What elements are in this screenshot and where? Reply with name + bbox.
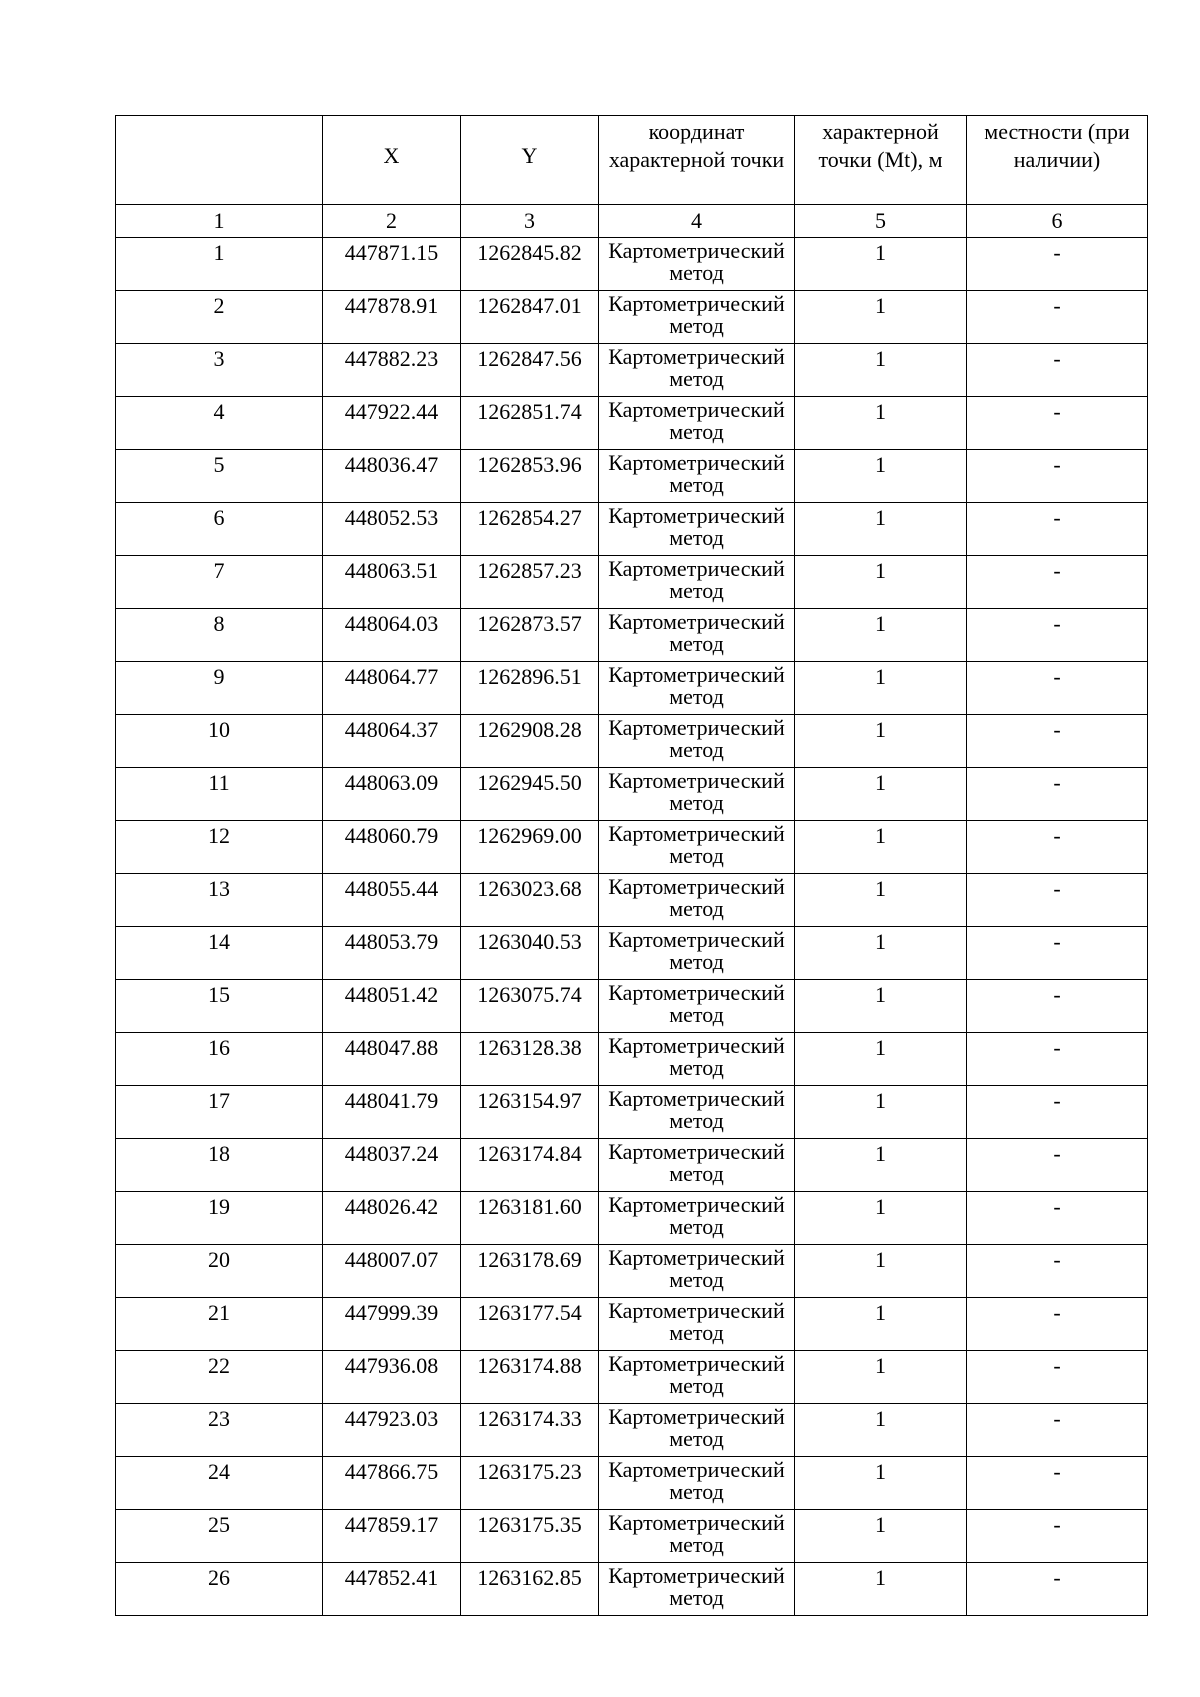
description-cell: - xyxy=(967,1563,1148,1616)
description-cell: - xyxy=(967,397,1148,450)
accuracy-cell: 1 xyxy=(795,927,967,980)
method-line-1: Картометрический xyxy=(608,503,785,528)
description-cell: - xyxy=(967,238,1148,291)
point-number-cell: 17 xyxy=(116,1086,323,1139)
method-line-2: метод xyxy=(669,260,724,285)
description-cell: - xyxy=(967,1086,1148,1139)
method-line-1: Картометрический xyxy=(608,1298,785,1323)
x-coordinate-cell: 448052.53 xyxy=(323,503,461,556)
method-line-2: метод xyxy=(669,525,724,550)
accuracy-cell: 1 xyxy=(795,980,967,1033)
y-coordinate-cell: 1263162.85 xyxy=(461,1563,599,1616)
method-cell xyxy=(599,1457,795,1510)
y-coordinate-cell: 1262845.82 xyxy=(461,238,599,291)
method-line-1: Картометрический xyxy=(608,874,785,899)
accuracy-cell: 1 xyxy=(795,1457,967,1510)
table-row xyxy=(116,344,1148,397)
description-cell: - xyxy=(967,874,1148,927)
method-line-2: метод xyxy=(669,631,724,656)
method-line-2: метод xyxy=(669,1161,724,1186)
y-coordinate-cell: 1262969.00 xyxy=(461,821,599,874)
y-coordinate-cell: 1262854.27 xyxy=(461,503,599,556)
x-coordinate-cell: 448037.24 xyxy=(323,1139,461,1192)
method-cell xyxy=(599,1510,795,1563)
method-line-2: метод xyxy=(669,1585,724,1610)
y-coordinate-cell: 1262851.74 xyxy=(461,397,599,450)
table-row xyxy=(116,927,1148,980)
description-cell: - xyxy=(967,344,1148,397)
table-row xyxy=(116,556,1148,609)
column-number-row xyxy=(116,205,1148,238)
y-coordinate-cell: 1262847.01 xyxy=(461,291,599,344)
x-coordinate-cell: 448051.42 xyxy=(323,980,461,1033)
point-number-cell: 26 xyxy=(116,1563,323,1616)
method-cell xyxy=(599,1033,795,1086)
point-number-cell: 7 xyxy=(116,556,323,609)
table-row xyxy=(116,1033,1148,1086)
point-number-cell: 1 xyxy=(116,238,323,291)
table-row xyxy=(116,1457,1148,1510)
y-coordinate-cell: 1263174.84 xyxy=(461,1139,599,1192)
method-line-1: Картометрический xyxy=(608,980,785,1005)
table-row xyxy=(116,874,1148,927)
point-number-cell: 18 xyxy=(116,1139,323,1192)
y-coordinate-cell: 1263174.88 xyxy=(461,1351,599,1404)
method-line-1: Картометрический xyxy=(608,1192,785,1217)
method-line-2: метод xyxy=(669,1214,724,1239)
method-line-1: Картометрический xyxy=(608,1033,785,1058)
method-line-2: метод xyxy=(669,896,724,921)
x-coordinate-cell: 448007.07 xyxy=(323,1245,461,1298)
x-coordinate-cell: 448036.47 xyxy=(323,450,461,503)
description-cell: - xyxy=(967,1404,1148,1457)
accuracy-cell: 1 xyxy=(795,1192,967,1245)
method-line-2: метод xyxy=(669,1108,724,1133)
point-number-cell: 24 xyxy=(116,1457,323,1510)
y-coordinate-cell: 1263178.69 xyxy=(461,1245,599,1298)
accuracy-cell: 1 xyxy=(795,609,967,662)
header-x: X xyxy=(323,116,461,205)
x-coordinate-cell: 447882.23 xyxy=(323,344,461,397)
table-row xyxy=(116,450,1148,503)
column-number: 1 xyxy=(116,205,323,238)
description-cell: - xyxy=(967,1139,1148,1192)
accuracy-cell: 1 xyxy=(795,1245,967,1298)
method-cell xyxy=(599,1404,795,1457)
point-number-cell: 6 xyxy=(116,503,323,556)
table-row xyxy=(116,503,1148,556)
description-cell: - xyxy=(967,715,1148,768)
y-coordinate-cell: 1263175.35 xyxy=(461,1510,599,1563)
table-row xyxy=(116,1563,1148,1616)
description-cell: - xyxy=(967,609,1148,662)
x-coordinate-cell: 448041.79 xyxy=(323,1086,461,1139)
table-row xyxy=(116,768,1148,821)
header-accuracy: характерной точки (Mt), м xyxy=(795,116,967,205)
accuracy-cell: 1 xyxy=(795,1510,967,1563)
y-coordinate-cell: 1262945.50 xyxy=(461,768,599,821)
point-number-cell: 11 xyxy=(116,768,323,821)
description-cell: - xyxy=(967,1245,1148,1298)
method-line-2: метод xyxy=(669,1479,724,1504)
accuracy-cell: 1 xyxy=(795,821,967,874)
accuracy-cell: 1 xyxy=(795,662,967,715)
description-cell: - xyxy=(967,980,1148,1033)
accuracy-cell: 1 xyxy=(795,397,967,450)
point-number-cell: 16 xyxy=(116,1033,323,1086)
y-coordinate-cell: 1263154.97 xyxy=(461,1086,599,1139)
description-cell: - xyxy=(967,1457,1148,1510)
column-number: 4 xyxy=(599,205,795,238)
point-number-cell: 4 xyxy=(116,397,323,450)
method-cell xyxy=(599,503,795,556)
header-method: координат характерной точки xyxy=(599,116,795,205)
description-cell: - xyxy=(967,927,1148,980)
y-coordinate-cell: 1263174.33 xyxy=(461,1404,599,1457)
method-line-2: метод xyxy=(669,1373,724,1398)
method-line-1: Картометрический xyxy=(608,715,785,740)
table-row xyxy=(116,715,1148,768)
y-coordinate-cell: 1263040.53 xyxy=(461,927,599,980)
method-cell xyxy=(599,715,795,768)
y-coordinate-cell: 1263181.60 xyxy=(461,1192,599,1245)
method-cell xyxy=(599,1192,795,1245)
method-line-2: метод xyxy=(669,790,724,815)
table-row xyxy=(116,662,1148,715)
method-cell xyxy=(599,1086,795,1139)
method-cell xyxy=(599,874,795,927)
method-cell xyxy=(599,1245,795,1298)
method-line-2: метод xyxy=(669,1055,724,1080)
accuracy-cell: 1 xyxy=(795,344,967,397)
x-coordinate-cell: 447871.15 xyxy=(323,238,461,291)
method-line-1: Картометрический xyxy=(608,238,785,263)
description-cell: - xyxy=(967,450,1148,503)
point-number-cell: 21 xyxy=(116,1298,323,1351)
accuracy-cell: 1 xyxy=(795,1298,967,1351)
point-number-cell: 8 xyxy=(116,609,323,662)
point-number-cell: 19 xyxy=(116,1192,323,1245)
column-number: 2 xyxy=(323,205,461,238)
method-cell xyxy=(599,1298,795,1351)
table-row xyxy=(116,238,1148,291)
description-cell: - xyxy=(967,1510,1148,1563)
x-coordinate-cell: 448063.51 xyxy=(323,556,461,609)
method-cell xyxy=(599,1139,795,1192)
column-number: 6 xyxy=(967,205,1148,238)
method-cell xyxy=(599,556,795,609)
method-line-1: Картометрический xyxy=(608,1563,785,1588)
table-row xyxy=(116,821,1148,874)
method-line-1: Картометрический xyxy=(608,1351,785,1376)
x-coordinate-cell: 448064.37 xyxy=(323,715,461,768)
method-line-2: метод xyxy=(669,578,724,603)
x-coordinate-cell: 448063.09 xyxy=(323,768,461,821)
method-cell xyxy=(599,768,795,821)
accuracy-cell: 1 xyxy=(795,556,967,609)
method-line-1: Картометрический xyxy=(608,344,785,369)
x-coordinate-cell: 448053.79 xyxy=(323,927,461,980)
column-number: 5 xyxy=(795,205,967,238)
description-cell: - xyxy=(967,768,1148,821)
point-number-cell: 2 xyxy=(116,291,323,344)
point-number-cell: 9 xyxy=(116,662,323,715)
table-row xyxy=(116,1404,1148,1457)
y-coordinate-cell: 1262857.23 xyxy=(461,556,599,609)
accuracy-cell: 1 xyxy=(795,1563,967,1616)
y-coordinate-cell: 1263023.68 xyxy=(461,874,599,927)
method-line-1: Картометрический xyxy=(608,1510,785,1535)
y-coordinate-cell: 1262896.51 xyxy=(461,662,599,715)
method-cell xyxy=(599,662,795,715)
accuracy-cell: 1 xyxy=(795,1351,967,1404)
point-number-cell: 14 xyxy=(116,927,323,980)
header-point-number xyxy=(116,116,323,205)
method-line-1: Картометрический xyxy=(608,1139,785,1164)
method-line-2: метод xyxy=(669,1426,724,1451)
point-number-cell: 12 xyxy=(116,821,323,874)
y-coordinate-cell: 1263075.74 xyxy=(461,980,599,1033)
method-cell xyxy=(599,238,795,291)
table-row xyxy=(116,980,1148,1033)
accuracy-cell: 1 xyxy=(795,503,967,556)
description-cell: - xyxy=(967,662,1148,715)
description-cell: - xyxy=(967,1192,1148,1245)
description-cell: - xyxy=(967,503,1148,556)
method-cell xyxy=(599,1351,795,1404)
x-coordinate-cell: 447999.39 xyxy=(323,1298,461,1351)
accuracy-cell: 1 xyxy=(795,291,967,344)
method-cell xyxy=(599,291,795,344)
description-cell: - xyxy=(967,291,1148,344)
y-coordinate-cell: 1262908.28 xyxy=(461,715,599,768)
x-coordinate-cell: 448047.88 xyxy=(323,1033,461,1086)
method-line-2: метод xyxy=(669,366,724,391)
x-coordinate-cell: 448055.44 xyxy=(323,874,461,927)
method-cell xyxy=(599,1563,795,1616)
point-number-cell: 5 xyxy=(116,450,323,503)
method-line-2: метод xyxy=(669,1002,724,1027)
x-coordinate-cell: 447852.41 xyxy=(323,1563,461,1616)
accuracy-cell: 1 xyxy=(795,768,967,821)
y-coordinate-cell: 1262873.57 xyxy=(461,609,599,662)
accuracy-cell: 1 xyxy=(795,450,967,503)
method-line-2: метод xyxy=(669,419,724,444)
table-row xyxy=(116,1086,1148,1139)
method-cell xyxy=(599,450,795,503)
method-line-2: метод xyxy=(669,684,724,709)
method-cell xyxy=(599,821,795,874)
point-number-cell: 23 xyxy=(116,1404,323,1457)
point-number-cell: 22 xyxy=(116,1351,323,1404)
accuracy-cell: 1 xyxy=(795,1139,967,1192)
description-cell: - xyxy=(967,556,1148,609)
table-row xyxy=(116,1298,1148,1351)
method-line-2: метод xyxy=(669,313,724,338)
x-coordinate-cell: 447859.17 xyxy=(323,1510,461,1563)
method-line-1: Картометрический xyxy=(608,556,785,581)
table-row xyxy=(116,1510,1148,1563)
table-row xyxy=(116,1245,1148,1298)
method-cell xyxy=(599,397,795,450)
method-line-1: Картометрический xyxy=(608,1457,785,1482)
header-row xyxy=(116,116,1148,205)
x-coordinate-cell: 448064.03 xyxy=(323,609,461,662)
x-coordinate-cell: 447878.91 xyxy=(323,291,461,344)
point-number-cell: 20 xyxy=(116,1245,323,1298)
description-cell: - xyxy=(967,821,1148,874)
x-coordinate-cell: 448064.77 xyxy=(323,662,461,715)
accuracy-cell: 1 xyxy=(795,238,967,291)
y-coordinate-cell: 1262853.96 xyxy=(461,450,599,503)
accuracy-cell: 1 xyxy=(795,1086,967,1139)
method-line-2: метод xyxy=(669,1532,724,1557)
method-line-1: Картометрический xyxy=(608,397,785,422)
point-number-cell: 3 xyxy=(116,344,323,397)
y-coordinate-cell: 1263175.23 xyxy=(461,1457,599,1510)
method-line-1: Картометрический xyxy=(608,821,785,846)
method-line-1: Картометрический xyxy=(608,609,785,634)
method-line-2: метод xyxy=(669,737,724,762)
table-row xyxy=(116,1139,1148,1192)
point-number-cell: 10 xyxy=(116,715,323,768)
method-line-1: Картометрический xyxy=(608,662,785,687)
header-description: местности (при наличии) xyxy=(967,116,1148,205)
method-line-1: Картометрический xyxy=(608,1404,785,1429)
x-coordinate-cell: 447922.44 xyxy=(323,397,461,450)
table-row xyxy=(116,1351,1148,1404)
method-line-2: метод xyxy=(669,843,724,868)
point-number-cell: 13 xyxy=(116,874,323,927)
table-row xyxy=(116,397,1148,450)
description-cell: - xyxy=(967,1351,1148,1404)
y-coordinate-cell: 1262847.56 xyxy=(461,344,599,397)
x-coordinate-cell: 447936.08 xyxy=(323,1351,461,1404)
method-cell xyxy=(599,344,795,397)
point-number-cell: 25 xyxy=(116,1510,323,1563)
y-coordinate-cell: 1263177.54 xyxy=(461,1298,599,1351)
x-coordinate-cell: 448060.79 xyxy=(323,821,461,874)
method-line-2: метод xyxy=(669,1267,724,1292)
accuracy-cell: 1 xyxy=(795,1033,967,1086)
point-number-cell: 15 xyxy=(116,980,323,1033)
table-row xyxy=(116,609,1148,662)
method-line-2: метод xyxy=(669,949,724,974)
method-line-1: Картометрический xyxy=(608,291,785,316)
method-cell xyxy=(599,927,795,980)
description-cell: - xyxy=(967,1033,1148,1086)
accuracy-cell: 1 xyxy=(795,1404,967,1457)
method-line-1: Картометрический xyxy=(608,1245,785,1270)
description-cell: - xyxy=(967,1298,1148,1351)
accuracy-cell: 1 xyxy=(795,715,967,768)
method-line-2: метод xyxy=(669,472,724,497)
coordinates-table xyxy=(115,115,1148,1616)
method-cell xyxy=(599,980,795,1033)
method-line-2: метод xyxy=(669,1320,724,1345)
x-coordinate-cell: 448026.42 xyxy=(323,1192,461,1245)
x-coordinate-cell: 447923.03 xyxy=(323,1404,461,1457)
column-number: 3 xyxy=(461,205,599,238)
table-row xyxy=(116,1192,1148,1245)
x-coordinate-cell: 447866.75 xyxy=(323,1457,461,1510)
method-line-1: Картометрический xyxy=(608,1086,785,1111)
method-line-1: Картометрический xyxy=(608,927,785,952)
accuracy-cell: 1 xyxy=(795,874,967,927)
table-row xyxy=(116,291,1148,344)
method-line-1: Картометрический xyxy=(608,450,785,475)
method-cell xyxy=(599,609,795,662)
y-coordinate-cell: 1263128.38 xyxy=(461,1033,599,1086)
header-y: Y xyxy=(461,116,599,205)
method-line-1: Картометрический xyxy=(608,768,785,793)
